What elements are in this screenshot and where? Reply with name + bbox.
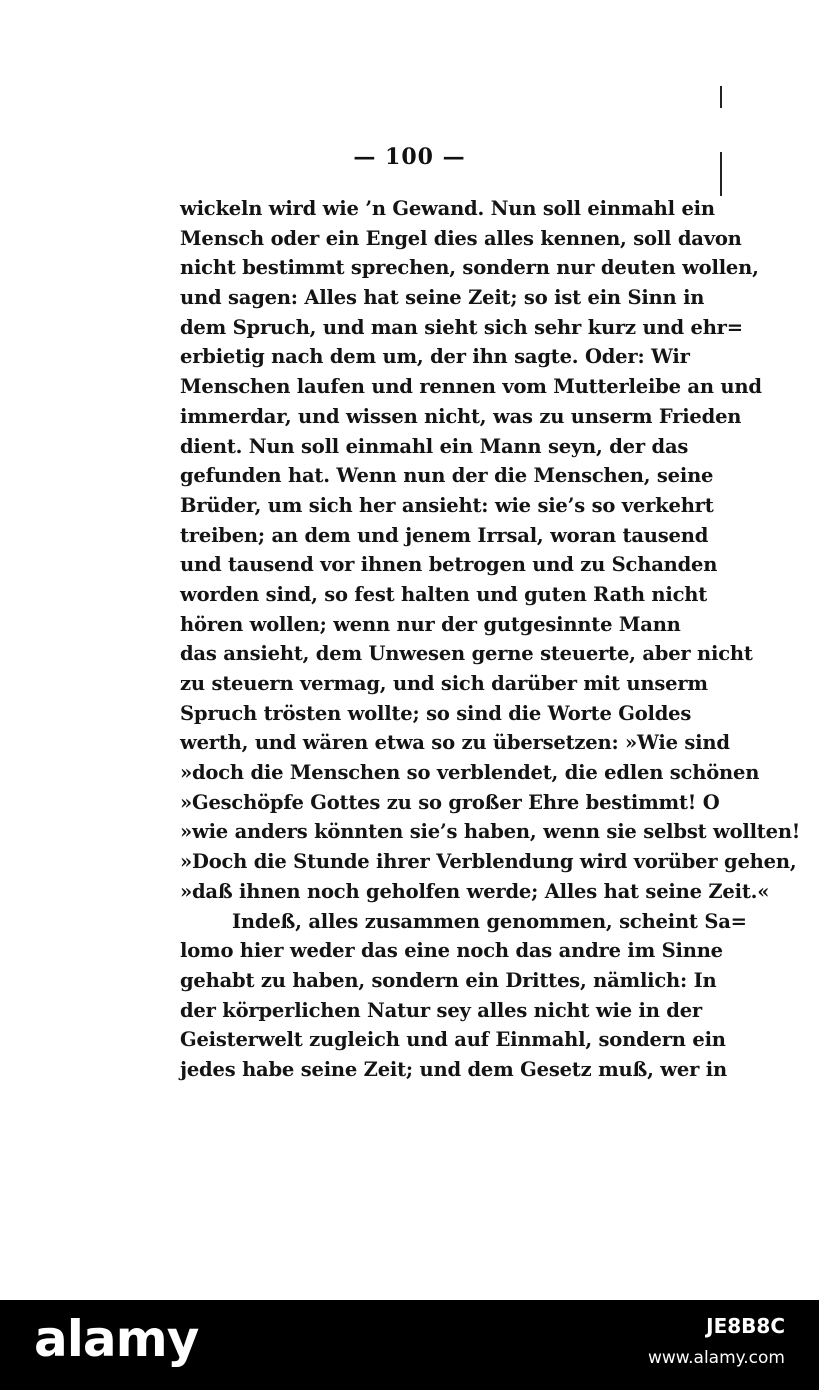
text-line: zu steuern vermag, und sich darüber mit unserm bbox=[180, 672, 708, 695]
text-line: »wie anders könnten sie’s haben, wenn sie selbst wollten! bbox=[180, 820, 801, 844]
text-line: worden sind, so fest halten und guten Rath nicht bbox=[180, 582, 708, 606]
text-line: Brüder, um sich her ansieht: wie sie’s so verkehrt bbox=[180, 493, 714, 517]
website-url: www.alamy.com bbox=[647, 1348, 785, 1368]
text-line: gehabt zu haben, sondern ein Drittes, nämlich: In bbox=[180, 968, 717, 992]
margin-mark bbox=[720, 86, 722, 108]
stock-image-id: JE8B8C bbox=[706, 1314, 785, 1338]
text-line: jedes habe seine Zeit; und dem Gesetz muß, wer in bbox=[180, 1057, 727, 1081]
text-line: Indeß, alles zusammen genommen, scheint Sa= bbox=[232, 909, 747, 933]
watermark-footer-bar bbox=[0, 1300, 819, 1390]
text-line: wickeln wird wie ’n Gewand. Nun soll einmahl ein bbox=[180, 197, 715, 220]
text-line: gefunden hat. Wenn nun der die Menschen, seine bbox=[180, 464, 714, 488]
text-line: und tausend vor ihnen betrogen und zu Schanden bbox=[180, 553, 718, 577]
text-line: der körperlichen Natur sey alles nicht wie in der bbox=[180, 998, 702, 1022]
text-line: »daß ihnen noch geholfen werde; Alles hat seine Zeit.« bbox=[180, 879, 770, 903]
text-line: »Geschöpfe Gottes zu so großer Ehre bestimmt! O bbox=[180, 790, 720, 814]
text-line: hören wollen; wenn nur der gutgesinnte Mann bbox=[180, 612, 681, 636]
text-line: Spruch trösten wollte; so sind die Worte Goldes bbox=[180, 701, 692, 725]
text-line: dem Spruch, und man sieht sich sehr kurz und ehr= bbox=[180, 315, 743, 339]
text-line: erbietig nach dem um, der ihn sagte. Oder: Wir bbox=[180, 345, 690, 369]
body-text bbox=[180, 194, 801, 1085]
text-line: »Doch die Stunde ihrer Verblendung wird vorüber gehen, bbox=[180, 850, 797, 874]
text-line: immerdar, und wissen nicht, was zu unserm Frieden bbox=[180, 404, 742, 428]
alamy-logo: alamy bbox=[34, 1310, 199, 1368]
text-line: Mensch oder ein Engel dies alles kennen, soll davon bbox=[180, 226, 742, 250]
text-line: Menschen laufen und rennen vom Mutterleibe an und bbox=[180, 375, 762, 399]
text-line: Geisterwelt zugleich und auf Einmahl, sondern ein bbox=[180, 1028, 726, 1052]
text-line: dient. Nun soll einmahl ein Mann seyn, der das bbox=[180, 434, 689, 458]
text-line: lomo hier weder das eine noch das andre im Sinne bbox=[180, 939, 723, 963]
text-line: treiben; an dem und jenem Irrsal, woran tausend bbox=[180, 523, 709, 547]
page-number-header: — 100 — bbox=[353, 144, 466, 170]
text-line: das ansieht, dem Unwesen gerne steuerte, aber nicht bbox=[180, 642, 753, 666]
text-line: und sagen: Alles hat seine Zeit; so ist ein Sinn in bbox=[180, 286, 705, 310]
text-line: »doch die Menschen so verblendet, die edlen schönen bbox=[180, 761, 760, 785]
text-line: nicht bestimmt sprechen, sondern nur deuten wollen, bbox=[180, 256, 759, 280]
text-line: werth, und wären etwa so zu übersetzen: »Wie sind bbox=[180, 731, 730, 755]
